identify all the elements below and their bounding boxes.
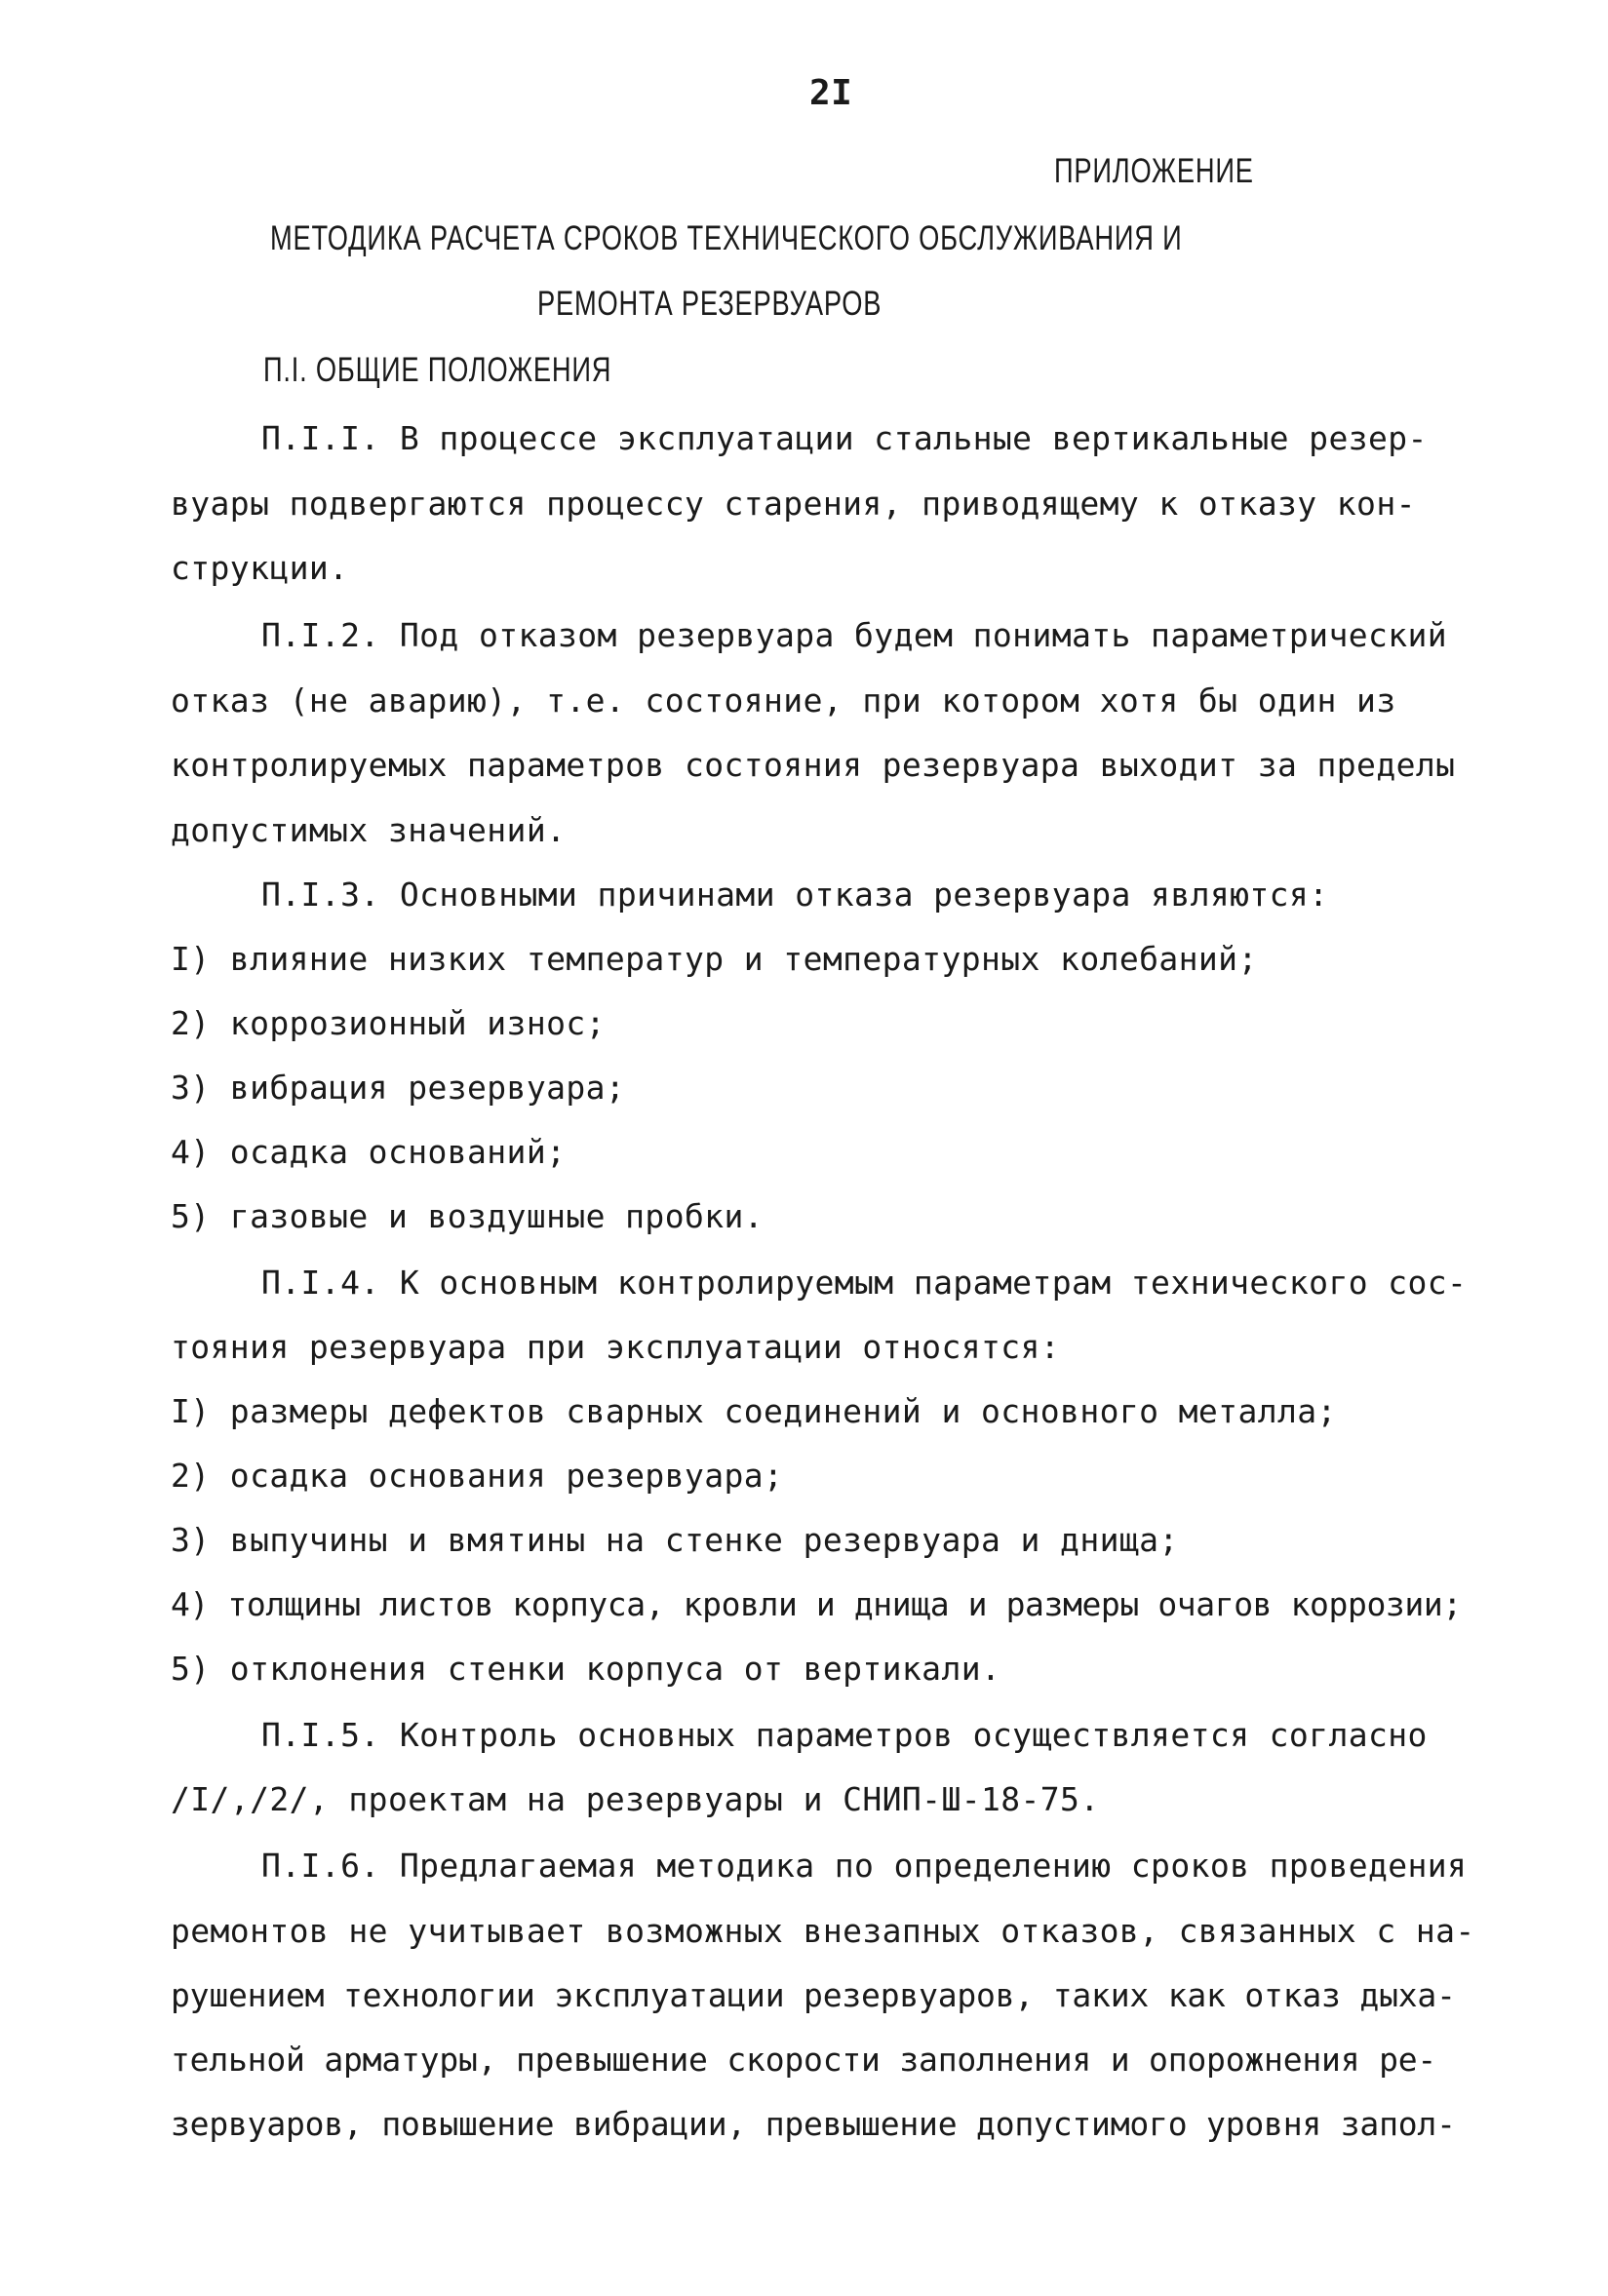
text-line: П.I.5. Контроль основных параметров осуществляется согласно — [261, 1716, 1428, 1754]
text-line: допустимых значений. — [171, 811, 567, 849]
text-line: П.I.6. Предлагаемая методика по определению сроков проведения — [261, 1847, 1468, 1885]
list-item: 5) газовые и воздушные пробки. — [171, 1197, 765, 1235]
list-item: 5) отклонения стенки корпуса от вертикали. — [171, 1650, 1001, 1688]
list-item: I) размеры дефектов сварных соединений и основного металла; — [171, 1392, 1337, 1430]
text-line: контролируемых параметров состояния резервуара выходит за пределы — [171, 746, 1456, 784]
text-line: ремонтов не учитывает возможных внезапных отказов, связанных с на- — [171, 1912, 1475, 1950]
text-line: П.I.4. К основным контролируемым параметрам технического сос- — [261, 1264, 1468, 1302]
document-title-line-2: РЕМОНТА РЕЗЕРВУАРОВ — [537, 285, 882, 323]
text-line: струкции. — [171, 549, 349, 587]
list-item: 4) осадка оснований; — [171, 1133, 567, 1171]
text-line: рушением технологии эксплуатации резервуаров, таких как отказ дыха- — [171, 1976, 1456, 2014]
list-item: 3) выпучины и вмятины на стенке резервуара и днища; — [171, 1521, 1179, 1559]
text-line: П.I.2. Под отказом резервуара будем понимать параметрический — [261, 616, 1448, 654]
section-heading: П.I. ОБЩИЕ ПОЛОЖЕНИЯ — [263, 351, 612, 389]
text-line: вуары подвергаются процессу старения, приводящему к отказу кон- — [171, 485, 1416, 523]
text-line: тельной арматуры, превышение скорости заполнения и опорожнения ре- — [171, 2041, 1437, 2079]
text-line: отказ (не аварию), т.е. состояние, при котором хотя бы один из — [171, 681, 1396, 720]
text-line: П.I.I. В процессе эксплуатации стальные вертикальные резер- — [261, 419, 1428, 457]
list-item: 2) коррозионный износ; — [171, 1004, 606, 1042]
appendix-label: ПРИЛОЖЕНИЕ — [1054, 152, 1254, 190]
list-item: 4) толщины листов корпуса, кровли и днища и размеры очагов коррозии; — [171, 1585, 1462, 1623]
text-line: П.I.3. Основными причинами отказа резервуара являются: — [261, 876, 1329, 914]
list-item: 2) осадка основания резервуара; — [171, 1457, 784, 1495]
list-item: 3) вибрация резервуара; — [171, 1069, 626, 1107]
text-line: тояния резервуара при эксплуатации относятся: — [171, 1328, 1061, 1366]
document-title-line-1: МЕТОДИКА РАСЧЕТА СРОКОВ ТЕХНИЧЕСКОГО ОБСЛУЖИВАНИЯ И — [270, 219, 1183, 257]
page-number: 2I — [809, 73, 853, 113]
text-line: /I/,/2/, проектам на резервуары и СНИП-Ш-18-75. — [171, 1780, 1100, 1818]
list-item: I) влияние низких температур и температурных колебаний; — [171, 940, 1258, 978]
text-line: зервуаров, повышение вибрации, превышение допустимого уровня запол- — [171, 2105, 1456, 2143]
